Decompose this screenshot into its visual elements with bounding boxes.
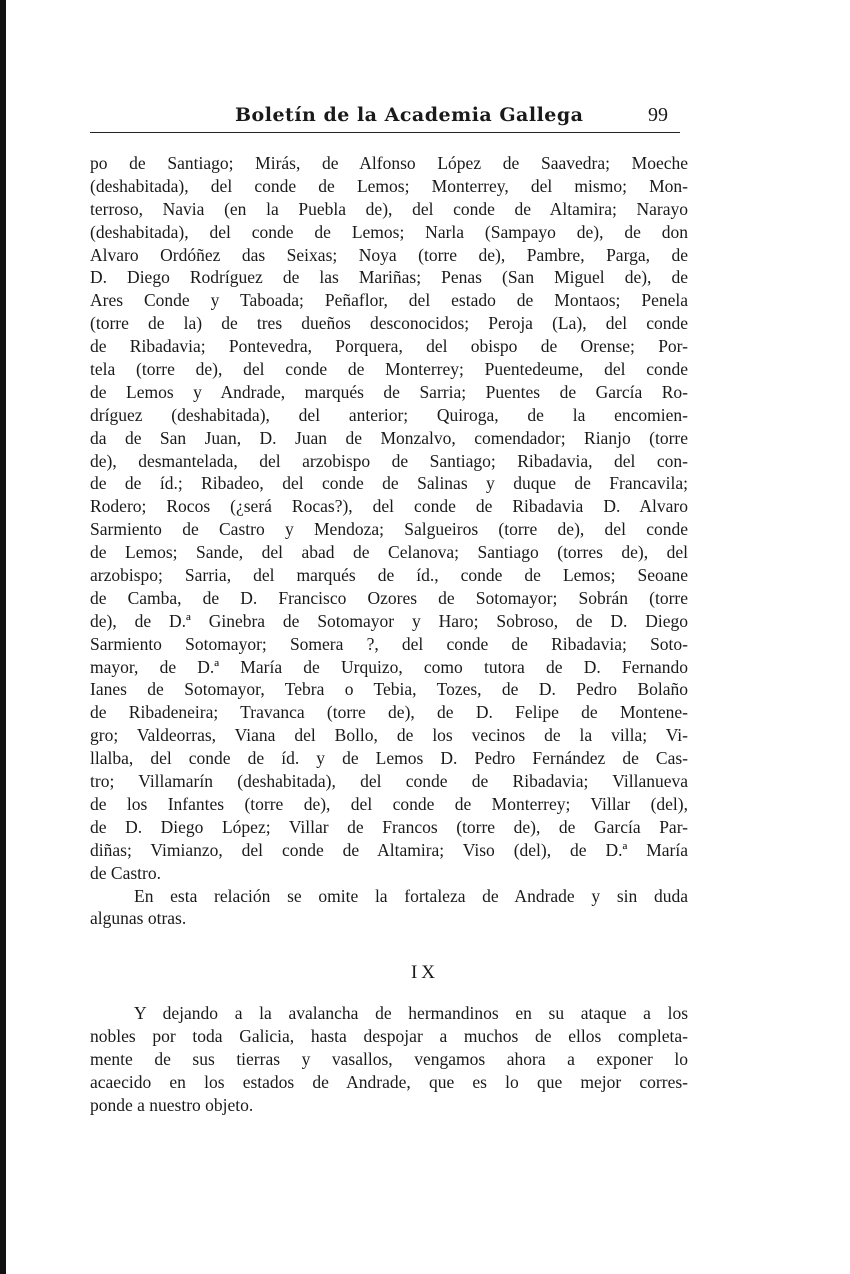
text-line: de Ribadeneira; Travanca (torre de), de D. Felipe de Montene- [90,702,688,723]
text-line: de los Infantes (torre de), del conde de Monterrey; Villar (del), [90,793,688,814]
text-line: (deshabitada), del conde de Lemos; Narla (Sampayo de), de don [90,221,688,242]
text-line: ponde a nuestro objeto. [90,1094,254,1115]
text-line: diñas; Vimianzo, del conde de Altamira; Viso (del), de D.ª María [90,839,688,860]
text-line: da de San Juan, D. Juan de Monzalvo, comendador; Rianjo (torre [90,427,688,448]
text-line: tro; Villamarín (deshabitada), del conde de Ribadavia; Villanueva [90,771,688,792]
text-line: Ianes de Sotomayor, Tebra o Tebia, Tozes, de D. Pedro Bolaño [90,679,688,700]
text-line: de de íd.; Ribadeo, del conde de Salinas y duque de Francavila; [90,473,688,494]
page-header [90,100,680,133]
text-line: Ares Conde y Taboada; Peñaflor, del estado de Montaos; Penela [90,290,688,311]
text-line: Sarmiento de Castro y Mendoza; Salgueiros (torre de), del conde [90,519,688,540]
text-line: mayor, de D.ª María de Urquizo, como tutora de D. Fernando [90,656,688,677]
text-line: terroso, Navia (en la Puebla de), del conde de Altamira; Narayo [90,198,688,219]
text-line: (deshabitada), del conde de Lemos; Monterrey, del mismo; Mon- [90,175,688,196]
text-line: dríguez (deshabitada), del anterior; Quiroga, de la encomien- [90,404,688,425]
page-number: 99 [648,104,668,126]
text-line: D. Diego Rodríguez de las Mariñas; Penas (San Miguel de), de [90,267,688,288]
text-line: de Ribadavia; Pontevedra, Porquera, del obispo de Orense; Por- [90,336,688,357]
paragraph-castle-list [90,152,688,930]
running-title: Boletín de la Academia Gallega [235,104,584,126]
text-line: de D. Diego López; Villar de Francos (torre de), de García Par- [90,816,688,837]
text-line: de Castro. [90,862,161,883]
text-line: de Camba, de D. Francisco Ozores de Sotomayor; Sobrán (torre [90,587,688,608]
page-binding-edge [0,0,6,1274]
text-line: mente de sus tierras y vasallos, vengamos ahora a exponer lo [90,1048,688,1069]
text-line: nobles por toda Galicia, hasta despojar a muchos de ellos completa- [90,1025,688,1046]
text-line: acaecido en los estados de Andrade, que es lo que mejor corres- [90,1071,688,1092]
section-heading: IX [410,962,440,983]
text-line: arzobispo; Sarria, del marqués de íd., conde de Lemos; Seoane [90,565,688,586]
text-line: tela (torre de), del conde de Monterrey; Puentedeume, del conde [90,359,688,380]
text-line: llalba, del conde de íd. y de Lemos D. Pedro Fernández de Cas- [90,748,688,769]
text-line: Rodero; Rocos (¿será Rocas?), del conde de Ribadavia D. Alvaro [90,496,688,517]
text-line: de Lemos; Sande, del abad de Celanova; Santiago (torres de), del [90,542,688,563]
text-line: gro; Valdeorras, Viana del Bollo, de los vecinos de la villa; Vi- [90,725,688,746]
text-line: de), de D.ª Ginebra de Sotomayor y Haro; Sobroso, de D. Diego [90,610,688,631]
text-line: Sarmiento Sotomayor; Somera ?, del conde de Ribadavia; Soto- [90,633,688,654]
paragraph-andrade [90,1002,688,1116]
text-line: En esta relación se omite la fortaleza de Andrade y sin duda [134,885,688,906]
text-line: (torre de la) de tres dueños desconocidos; Peroja (La), del conde [90,313,688,334]
text-line: Alvaro Ordóñez das Seixas; Noya (torre de), Pambre, Parga, de [90,244,688,265]
text-line: algunas otras. [90,908,187,929]
text-line: po de Santiago; Mirás, de Alfonso López de Saavedra; Moeche [90,153,688,173]
text-line: de Lemos y Andrade, marqués de Sarria; Puentes de García Ro- [90,381,688,402]
text-line: Y dejando a la avalancha de hermandinos en su ataque a los [134,1003,688,1023]
text-line: de), desmantelada, del arzobispo de Santiago; Ribadavia, del con- [90,450,688,471]
